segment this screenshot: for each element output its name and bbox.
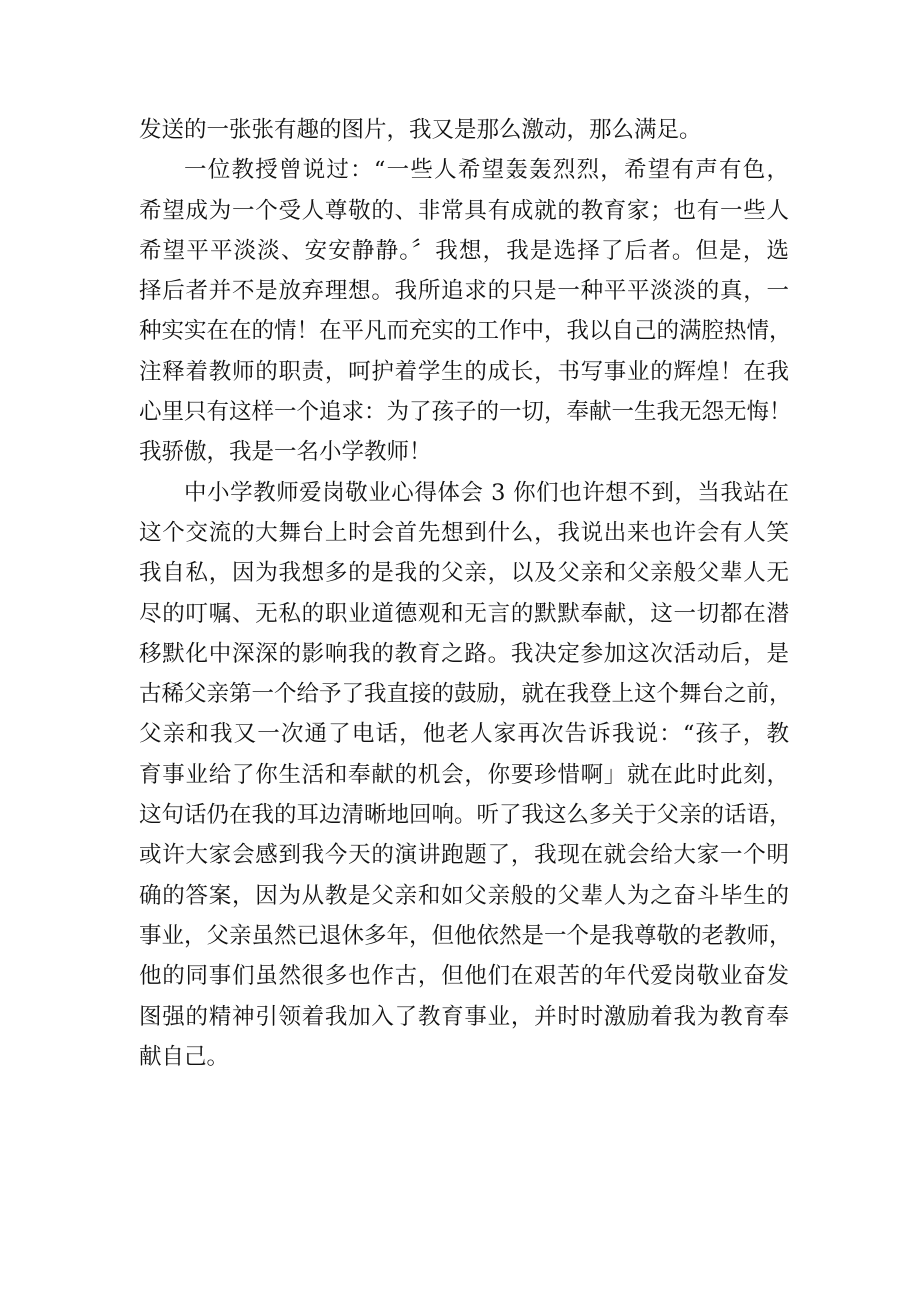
text-line: 或许大家会感到我今天的演讲跑题了，我现在就会给大家一个明 [139,842,789,869]
text-line: 移默化中深深的影响我的教育之路。我决定参加这次活动后，是 [139,640,789,667]
text-line: 我骄傲，我是一名小学教师！ [139,439,432,466]
text-line: 献自己。 [139,1043,230,1070]
text-line: 确的答案，因为从教是父亲和如父亲般的父辈人为之奋斗毕生的 [139,882,789,909]
paragraph-3 [139,473,792,1077]
text-line: 中小学教师爱岗敬业心得体会 3 你们也许想不到，当我站在 [184,479,789,506]
text-line: 择后者并不是放弃理想。我所追求的只是一种平平淡淡的真，一 [139,278,789,305]
paragraph-1 [139,110,789,150]
text-line: 一位教授曾说过：“一些人希望轰轰烈烈，希望有声有色， [184,157,789,184]
text-line: 这句话仍在我的耳边清晰地回响。听了我这么多关于父亲的话语， [139,802,792,829]
text-line: 发送的一张张有趣的图片，我又是那么激动，那么满足。 [139,117,702,143]
paragraph-2 [139,150,792,472]
text-line: 父亲和我又一次通了电话，他老人家再次告诉我说：“孩子，教 [139,721,789,748]
text-line: 育事业给了你生活和奉献的机会，你要珍惜啊」就在此时此刻， [139,761,789,788]
text-line: 尽的叮嘱、无私的职业道德观和无言的默默奉献，这一切都在潜 [139,600,789,627]
text-line: 注释着教师的职责，呵护着学生的成长，书写事业的辉煌！在我 [139,358,789,385]
text-line: 这个交流的大舞台上时会首先想到什么，我说出来也许会有人笑 [139,519,789,546]
text-line: 心里只有这样一个追求：为了孩子的一切，奉献一生我无怨无悔！ [139,399,792,426]
text-line: 图强的精神引领着我加入了教育事业，并时时激励着我为教育奉 [139,1003,789,1030]
text-line: 希望平平淡淡、安安静静。〞我想，我是选择了后者。但是，选 [139,237,789,264]
text-line: 希望成为一个受人尊敬的、非常具有成就的教育家；也有一些人 [139,197,789,224]
text-line: 古稀父亲第一个给予了我直接的鼓励，就在我登上这个舞台之前， [139,681,792,708]
text-line: 他的同事们虽然很多也作古，但他们在艰苦的年代爱岗敬业奋发 [139,963,789,990]
text-line: 我自私，因为我想多的是我的父亲，以及父亲和父亲般父辈人无 [139,560,789,587]
text-line: 种实实在在的情！在平凡而充实的工作中，我以自己的满腔热情， [139,318,792,345]
document-body [139,110,792,1077]
text-line: 事业，父亲虽然已退休多年，但他依然是一个是我尊敬的老教师， [139,922,792,949]
